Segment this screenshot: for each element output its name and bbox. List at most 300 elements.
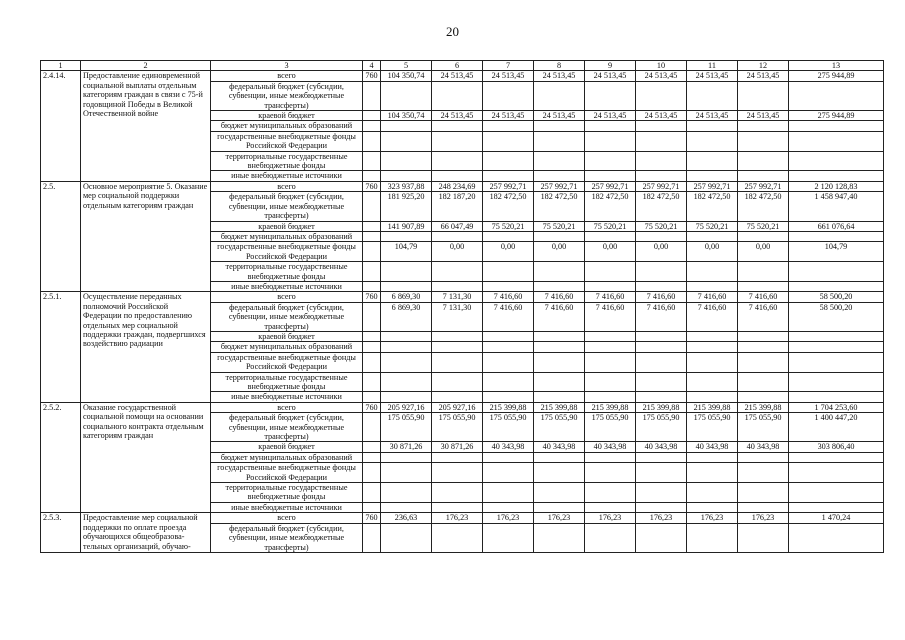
amount-cell bbox=[534, 483, 585, 503]
amount-cell bbox=[483, 452, 534, 462]
amount-cell: 175 055,90 bbox=[432, 413, 483, 442]
amount-cell: 176,23 bbox=[483, 513, 534, 523]
header-cell: 3 bbox=[211, 61, 363, 71]
amount-cell bbox=[789, 262, 884, 282]
amount-cell: 2 120 128,83 bbox=[789, 181, 884, 191]
amount-cell bbox=[432, 372, 483, 392]
amount-cell: 7 416,60 bbox=[738, 302, 789, 331]
amount-cell bbox=[687, 342, 738, 352]
amount-cell bbox=[585, 151, 636, 171]
header-cell: 10 bbox=[636, 61, 687, 71]
budget-code bbox=[363, 342, 381, 352]
amount-cell bbox=[381, 502, 432, 512]
amount-cell: 66 047,49 bbox=[432, 221, 483, 231]
amount-cell bbox=[687, 81, 738, 110]
amount-cell bbox=[789, 463, 884, 483]
amount-cell bbox=[483, 131, 534, 151]
amount-cell bbox=[534, 262, 585, 282]
amount-cell: 182 472,50 bbox=[585, 192, 636, 221]
table-row bbox=[41, 513, 884, 523]
amount-cell bbox=[687, 131, 738, 151]
amount-cell bbox=[381, 121, 432, 131]
amount-cell bbox=[789, 121, 884, 131]
amount-cell: 257 992,71 bbox=[687, 181, 738, 191]
amount-cell bbox=[432, 352, 483, 372]
amount-cell: 236,63 bbox=[381, 513, 432, 523]
amount-cell: 215 399,88 bbox=[636, 402, 687, 412]
amount-cell bbox=[738, 502, 789, 512]
item-code: 2.5.3. bbox=[41, 513, 81, 553]
amount-cell bbox=[432, 281, 483, 291]
funding-source: всего bbox=[211, 292, 363, 302]
amount-cell bbox=[687, 262, 738, 282]
funding-source: краевой бюджет bbox=[211, 111, 363, 121]
amount-cell bbox=[738, 331, 789, 341]
amount-cell: 40 343,98 bbox=[687, 442, 738, 452]
amount-cell bbox=[687, 483, 738, 503]
amount-cell: 7 416,60 bbox=[636, 292, 687, 302]
amount-cell: 257 992,71 bbox=[738, 181, 789, 191]
amount-cell bbox=[585, 372, 636, 392]
amount-cell: 104 350,74 bbox=[381, 111, 432, 121]
amount-cell bbox=[636, 372, 687, 392]
amount-cell bbox=[789, 342, 884, 352]
amount-cell bbox=[585, 231, 636, 241]
funding-source: краевой бюджет bbox=[211, 331, 363, 341]
budget-code: 760 bbox=[363, 181, 381, 191]
amount-cell bbox=[789, 231, 884, 241]
amount-cell bbox=[534, 81, 585, 110]
header-cell: 7 bbox=[483, 61, 534, 71]
amount-cell: 7 416,60 bbox=[636, 302, 687, 331]
header-cell: 11 bbox=[687, 61, 738, 71]
amount-cell bbox=[636, 81, 687, 110]
amount-cell bbox=[687, 523, 738, 552]
amount-cell: 24 513,45 bbox=[534, 111, 585, 121]
amount-cell bbox=[738, 151, 789, 171]
item-code: 2.5. bbox=[41, 181, 81, 291]
amount-cell bbox=[483, 331, 534, 341]
amount-cell bbox=[636, 131, 687, 151]
budget-code bbox=[363, 442, 381, 452]
amount-cell: 175 055,90 bbox=[381, 413, 432, 442]
amount-cell: 0,00 bbox=[738, 242, 789, 262]
amount-cell bbox=[636, 523, 687, 552]
budget-code: 760 bbox=[363, 292, 381, 302]
amount-cell bbox=[738, 81, 789, 110]
funding-source: государственные внебюджетные фонды Российской Федерации bbox=[211, 463, 363, 483]
amount-cell: 24 513,45 bbox=[738, 71, 789, 81]
amount-cell: 24 513,45 bbox=[636, 111, 687, 121]
amount-cell: 661 076,64 bbox=[789, 221, 884, 231]
amount-cell: 181 925,20 bbox=[381, 192, 432, 221]
amount-cell: 0,00 bbox=[585, 242, 636, 262]
budget-code: 760 bbox=[363, 513, 381, 523]
table-row bbox=[41, 181, 884, 191]
amount-cell: 6 869,30 bbox=[381, 292, 432, 302]
funding-source: иные внебюджетные источники bbox=[211, 281, 363, 291]
amount-cell: 175 055,90 bbox=[738, 413, 789, 442]
amount-cell: 24 513,45 bbox=[432, 71, 483, 81]
amount-cell: 40 343,98 bbox=[585, 442, 636, 452]
funding-source: краевой бюджет bbox=[211, 221, 363, 231]
amount-cell bbox=[483, 502, 534, 512]
amount-cell: 275 944,89 bbox=[789, 71, 884, 81]
amount-cell: 176,23 bbox=[432, 513, 483, 523]
amount-cell: 176,23 bbox=[534, 513, 585, 523]
header-cell: 4 bbox=[363, 61, 381, 71]
amount-cell bbox=[687, 331, 738, 341]
amount-cell: 1 470,24 bbox=[789, 513, 884, 523]
amount-cell: 7 416,60 bbox=[687, 302, 738, 331]
page-number: 20 bbox=[446, 24, 459, 39]
amount-cell: 7 416,60 bbox=[738, 292, 789, 302]
funding-source: бюджет муниципальных образований bbox=[211, 231, 363, 241]
budget-code bbox=[363, 483, 381, 503]
amount-cell: 7 416,60 bbox=[534, 292, 585, 302]
amount-cell: 30 871,26 bbox=[381, 442, 432, 452]
amount-cell: 176,23 bbox=[636, 513, 687, 523]
amount-cell bbox=[381, 81, 432, 110]
amount-cell bbox=[687, 372, 738, 392]
amount-cell: 1 400 447,20 bbox=[789, 413, 884, 442]
amount-cell bbox=[636, 231, 687, 241]
amount-cell bbox=[738, 483, 789, 503]
amount-cell bbox=[789, 483, 884, 503]
amount-cell: 175 055,90 bbox=[687, 413, 738, 442]
budget-code bbox=[363, 452, 381, 462]
amount-cell bbox=[789, 452, 884, 462]
amount-cell: 248 234,69 bbox=[432, 181, 483, 191]
amount-cell: 257 992,71 bbox=[534, 181, 585, 191]
amount-cell bbox=[432, 131, 483, 151]
funding-source: территориальные государственные внебюджетные фонды bbox=[211, 151, 363, 171]
item-code: 2.4.14. bbox=[41, 71, 81, 181]
amount-cell bbox=[738, 121, 789, 131]
amount-cell bbox=[534, 502, 585, 512]
amount-cell bbox=[381, 131, 432, 151]
item-code: 2.5.1. bbox=[41, 292, 81, 402]
amount-cell bbox=[687, 281, 738, 291]
budget-code bbox=[363, 221, 381, 231]
amount-cell bbox=[381, 262, 432, 282]
amount-cell: 205 927,16 bbox=[381, 402, 432, 412]
amount-cell bbox=[483, 342, 534, 352]
amount-cell bbox=[381, 392, 432, 402]
item-description: Основное мероприятие 5. Оказание мер социальной поддержки отдельным категориям граждан bbox=[81, 181, 211, 291]
header-cell: 1 bbox=[41, 61, 81, 71]
amount-cell bbox=[483, 463, 534, 483]
header-cell: 9 bbox=[585, 61, 636, 71]
budget-code bbox=[363, 302, 381, 331]
header-cell: 12 bbox=[738, 61, 789, 71]
amount-cell bbox=[534, 352, 585, 372]
amount-cell bbox=[789, 131, 884, 151]
amount-cell: 215 399,88 bbox=[483, 402, 534, 412]
budget-code bbox=[363, 281, 381, 291]
amount-cell bbox=[585, 281, 636, 291]
amount-cell bbox=[636, 121, 687, 131]
amount-cell bbox=[636, 171, 687, 181]
amount-cell bbox=[585, 452, 636, 462]
amount-cell bbox=[585, 392, 636, 402]
amount-cell bbox=[432, 392, 483, 402]
amount-cell: 58 500,20 bbox=[789, 292, 884, 302]
amount-cell: 7 131,30 bbox=[432, 292, 483, 302]
amount-cell: 24 513,45 bbox=[534, 71, 585, 81]
amount-cell bbox=[381, 281, 432, 291]
amount-cell bbox=[483, 231, 534, 241]
table-row bbox=[41, 71, 884, 81]
amount-cell: 104,79 bbox=[789, 242, 884, 262]
amount-cell bbox=[432, 262, 483, 282]
amount-cell bbox=[534, 171, 585, 181]
funding-source: бюджет муниципальных образований bbox=[211, 452, 363, 462]
amount-cell: 40 343,98 bbox=[636, 442, 687, 452]
budget-code bbox=[363, 463, 381, 483]
budget-code bbox=[363, 331, 381, 341]
amount-cell: 182 472,50 bbox=[483, 192, 534, 221]
funding-source: бюджет муниципальных образований bbox=[211, 342, 363, 352]
amount-cell bbox=[534, 281, 585, 291]
amount-cell: 1 704 253,60 bbox=[789, 402, 884, 412]
amount-cell bbox=[381, 171, 432, 181]
amount-cell bbox=[789, 171, 884, 181]
amount-cell bbox=[585, 352, 636, 372]
amount-cell: 1 458 947,40 bbox=[789, 192, 884, 221]
amount-cell bbox=[738, 452, 789, 462]
table-row bbox=[41, 292, 884, 302]
amount-cell: 7 416,60 bbox=[585, 302, 636, 331]
amount-cell bbox=[534, 231, 585, 241]
budget-code bbox=[363, 121, 381, 131]
amount-cell: 40 343,98 bbox=[534, 442, 585, 452]
amount-cell bbox=[789, 392, 884, 402]
budget-code bbox=[363, 352, 381, 372]
amount-cell: 176,23 bbox=[687, 513, 738, 523]
amount-cell bbox=[483, 372, 534, 392]
amount-cell: 104,79 bbox=[381, 242, 432, 262]
budget-code bbox=[363, 242, 381, 262]
amount-cell bbox=[381, 372, 432, 392]
amount-cell bbox=[534, 392, 585, 402]
amount-cell bbox=[534, 131, 585, 151]
amount-cell bbox=[585, 463, 636, 483]
amount-cell bbox=[483, 352, 534, 372]
amount-cell: 58 500,20 bbox=[789, 302, 884, 331]
amount-cell bbox=[381, 523, 432, 552]
budget-code bbox=[363, 502, 381, 512]
amount-cell bbox=[432, 81, 483, 110]
funding-source: всего bbox=[211, 71, 363, 81]
item-description: Осуществление переданных полномочий Российской Федерации по предоставлению отдельных мер социальной поддержки граждан, подвергшихся воздействию радиации bbox=[81, 292, 211, 402]
amount-cell: 257 992,71 bbox=[585, 181, 636, 191]
amount-cell: 24 513,45 bbox=[687, 111, 738, 121]
funding-source: государственные внебюджетные фонды Российской Федерации bbox=[211, 242, 363, 262]
amount-cell: 215 399,88 bbox=[738, 402, 789, 412]
amount-cell bbox=[534, 151, 585, 171]
amount-cell: 215 399,88 bbox=[687, 402, 738, 412]
amount-cell bbox=[789, 281, 884, 291]
amount-cell: 75 520,21 bbox=[483, 221, 534, 231]
amount-cell bbox=[585, 121, 636, 131]
amount-cell: 182 472,50 bbox=[534, 192, 585, 221]
funding-source: бюджет муниципальных образований bbox=[211, 121, 363, 131]
amount-cell bbox=[687, 151, 738, 171]
budget-code bbox=[363, 192, 381, 221]
amount-cell: 176,23 bbox=[738, 513, 789, 523]
amount-cell bbox=[483, 171, 534, 181]
amount-cell bbox=[483, 121, 534, 131]
amount-cell bbox=[432, 342, 483, 352]
funding-source: федеральный бюджет (субсидии, субвенции, иные межбюджетные трансферты) bbox=[211, 523, 363, 552]
amount-cell bbox=[687, 171, 738, 181]
amount-cell bbox=[789, 81, 884, 110]
funding-source: иные внебюджетные источники bbox=[211, 171, 363, 181]
amount-cell bbox=[483, 483, 534, 503]
amount-cell bbox=[636, 452, 687, 462]
header-cell: 13 bbox=[789, 61, 884, 71]
funding-source: территориальные государственные внебюджетные фонды bbox=[211, 262, 363, 282]
amount-cell bbox=[585, 131, 636, 151]
funding-source: всего bbox=[211, 402, 363, 412]
funding-source: государственные внебюджетные фонды Российской Федерации bbox=[211, 131, 363, 151]
amount-cell bbox=[687, 502, 738, 512]
amount-cell bbox=[381, 352, 432, 372]
amount-cell: 175 055,90 bbox=[636, 413, 687, 442]
header-row bbox=[41, 61, 884, 71]
amount-cell bbox=[738, 523, 789, 552]
amount-cell bbox=[636, 392, 687, 402]
amount-cell: 0,00 bbox=[483, 242, 534, 262]
amount-cell: 182 187,20 bbox=[432, 192, 483, 221]
amount-cell bbox=[432, 331, 483, 341]
item-description: Предоставление мер социальной поддержки по оплате проезда обучающихся общеобразова-тельных организаций, обучаю- bbox=[81, 513, 211, 553]
amount-cell bbox=[432, 151, 483, 171]
amount-cell: 24 513,45 bbox=[432, 111, 483, 121]
funding-source: государственные внебюджетные фонды Российской Федерации bbox=[211, 352, 363, 372]
amount-cell bbox=[534, 452, 585, 462]
amount-cell: 215 399,88 bbox=[585, 402, 636, 412]
header-cell: 6 bbox=[432, 61, 483, 71]
amount-cell bbox=[585, 81, 636, 110]
amount-cell bbox=[381, 151, 432, 171]
amount-cell bbox=[483, 281, 534, 291]
amount-cell: 205 927,16 bbox=[432, 402, 483, 412]
amount-cell bbox=[432, 523, 483, 552]
budget-code bbox=[363, 413, 381, 442]
amount-cell: 257 992,71 bbox=[636, 181, 687, 191]
amount-cell bbox=[585, 171, 636, 181]
amount-cell: 24 513,45 bbox=[585, 111, 636, 121]
amount-cell: 303 806,40 bbox=[789, 442, 884, 452]
amount-cell bbox=[789, 502, 884, 512]
amount-cell bbox=[381, 231, 432, 241]
amount-cell bbox=[483, 523, 534, 552]
amount-cell: 75 520,21 bbox=[738, 221, 789, 231]
amount-cell: 24 513,45 bbox=[585, 71, 636, 81]
amount-cell bbox=[687, 352, 738, 372]
amount-cell: 275 944,89 bbox=[789, 111, 884, 121]
amount-cell: 40 343,98 bbox=[483, 442, 534, 452]
amount-cell bbox=[585, 502, 636, 512]
amount-cell bbox=[738, 463, 789, 483]
funding-source: всего bbox=[211, 513, 363, 523]
amount-cell bbox=[483, 81, 534, 110]
amount-cell: 24 513,45 bbox=[483, 111, 534, 121]
amount-cell bbox=[585, 342, 636, 352]
amount-cell: 0,00 bbox=[432, 242, 483, 262]
amount-cell bbox=[585, 523, 636, 552]
amount-cell bbox=[381, 463, 432, 483]
amount-cell bbox=[381, 483, 432, 503]
table-row bbox=[41, 402, 884, 412]
amount-cell bbox=[381, 342, 432, 352]
amount-cell: 75 520,21 bbox=[636, 221, 687, 231]
amount-cell: 182 472,50 bbox=[738, 192, 789, 221]
amount-cell bbox=[738, 352, 789, 372]
budget-code bbox=[363, 131, 381, 151]
amount-cell: 40 343,98 bbox=[738, 442, 789, 452]
amount-cell bbox=[432, 171, 483, 181]
budget-code: 760 bbox=[363, 71, 381, 81]
amount-cell bbox=[636, 262, 687, 282]
amount-cell bbox=[789, 523, 884, 552]
header-cell: 5 bbox=[381, 61, 432, 71]
funding-source: иные внебюджетные источники bbox=[211, 392, 363, 402]
amount-cell: 24 513,45 bbox=[636, 71, 687, 81]
amount-cell bbox=[636, 483, 687, 503]
budget-code bbox=[363, 262, 381, 282]
amount-cell bbox=[789, 372, 884, 392]
amount-cell: 175 055,90 bbox=[483, 413, 534, 442]
item-code: 2.5.2. bbox=[41, 402, 81, 512]
budget-code bbox=[363, 81, 381, 110]
budget-code bbox=[363, 392, 381, 402]
funding-source: территориальные государственные внебюджетные фонды bbox=[211, 372, 363, 392]
amount-cell bbox=[687, 452, 738, 462]
amount-cell bbox=[738, 131, 789, 151]
amount-cell bbox=[636, 151, 687, 171]
amount-cell bbox=[738, 231, 789, 241]
amount-cell bbox=[636, 281, 687, 291]
amount-cell: 75 520,21 bbox=[534, 221, 585, 231]
amount-cell bbox=[534, 463, 585, 483]
amount-cell bbox=[432, 463, 483, 483]
amount-cell bbox=[534, 523, 585, 552]
amount-cell: 75 520,21 bbox=[585, 221, 636, 231]
funding-source: иные внебюджетные источники bbox=[211, 502, 363, 512]
amount-cell: 0,00 bbox=[636, 242, 687, 262]
amount-cell bbox=[534, 331, 585, 341]
amount-cell: 24 513,45 bbox=[738, 111, 789, 121]
amount-cell: 175 055,90 bbox=[534, 413, 585, 442]
budget-code bbox=[363, 372, 381, 392]
budget-code bbox=[363, 171, 381, 181]
amount-cell bbox=[636, 352, 687, 372]
amount-cell: 182 472,50 bbox=[687, 192, 738, 221]
funding-source: федеральный бюджет (субсидии, субвенции, иные межбюджетные трансферты) bbox=[211, 302, 363, 331]
amount-cell: 7 131,30 bbox=[432, 302, 483, 331]
amount-cell bbox=[432, 231, 483, 241]
budget-code: 760 bbox=[363, 402, 381, 412]
amount-cell bbox=[687, 463, 738, 483]
amount-cell bbox=[534, 372, 585, 392]
amount-cell: 6 869,30 bbox=[381, 302, 432, 331]
amount-cell bbox=[432, 483, 483, 503]
amount-cell bbox=[738, 262, 789, 282]
budget-code bbox=[363, 231, 381, 241]
